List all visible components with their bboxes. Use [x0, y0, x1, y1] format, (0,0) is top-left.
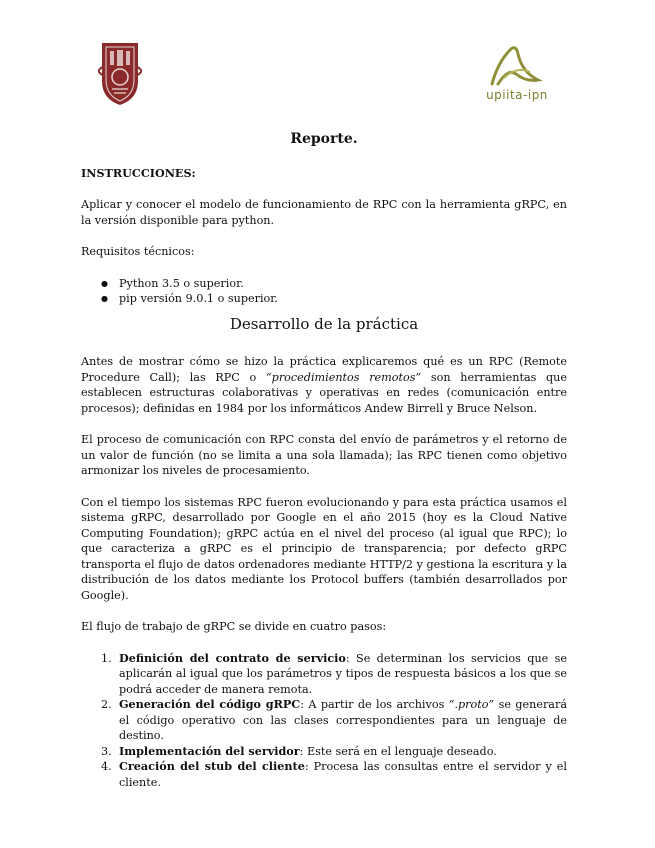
paragraph-rpc-intro	[81, 354, 567, 416]
step-text: : A partir de los archivos	[300, 698, 449, 711]
step-title: Implementación del servidor	[119, 743, 300, 758]
section-heading: Desarrollo de la práctica	[229, 314, 419, 333]
document-title: Reporte.	[290, 131, 358, 147]
workflow-steps-list	[81, 651, 567, 791]
paragraph-text: Antes de mostrar cómo se hizo la práctica explicaremos qué es un RPC (Remote Procedure Call); las RPC o	[81, 355, 567, 384]
requirements-list	[81, 276, 567, 307]
paragraph-text: son herramientas que establecen estructuras colaborativas y operativas en redes (comunicación entre procesos); definidas en 1984 por los informáticos Andew Birrell y Bruce Nelson.	[81, 370, 568, 415]
instructions-heading: INSTRUCCIONES:	[81, 165, 196, 180]
list-item	[119, 744, 567, 760]
upiita-logo-text: upiita-ipn	[486, 88, 548, 102]
italic-text: “.proto”	[448, 698, 495, 711]
step-title: Creación del stub del cliente	[119, 759, 305, 773]
step-text: : Este será en el lenguaje deseado.	[299, 744, 497, 758]
ipn-crest-icon	[98, 41, 142, 107]
step-text: se generará el código operativo con las clases correspondientes para un lenguaje de destino.	[119, 698, 567, 742]
list-item: ● Python 3.5 o superior.	[119, 276, 567, 292]
list-item	[119, 651, 567, 698]
step-title: Definición del contrato de servicio	[119, 650, 346, 665]
italic-text: “procedimientos remotos”	[265, 370, 422, 384]
step-title: Generación del código gRPC	[119, 697, 301, 711]
step-text: : Procesa las consultas entre el servidor y el cliente.	[119, 760, 567, 789]
paragraph-workflow-intro: El flujo de trabajo de gRPC se divide en cuatro pasos:	[81, 620, 387, 633]
instructions-text: Aplicar y conocer el modelo de funcionamiento de RPC con la herramienta gRPC, en la versión disponible para python.	[81, 198, 567, 227]
list-item	[119, 759, 567, 790]
paragraph-rpc-process: El proceso de comunicación con RPC consta del envío de parámetros y el retorno de un valor de función (no se limita a una sola llamada); las RPC tienen como objetivo armonizar los niveles de procesamiento.	[81, 433, 567, 477]
step-text: : Se determinan los servicios que se aplicarán al igual que los parámetros y tipos de respuesta básicos a los que se podrá acceder de manera remota.	[119, 651, 567, 696]
upiita-logo-icon	[468, 44, 566, 106]
paragraph-grpc: Con el tiempo los sistemas RPC fueron evolucionando y para esta práctica usamos el sistema gRPC, desarrollado por Google en el año 2015 (hoy es la Cloud Native Computing Foundation); gRPC actúa en el nivel del proceso (al igual que RPC); lo que caracteriza a gRPC es el principio de transparencia; por defecto gRPC transporta el flujo de datos ordenadores mediante HTTP/2 y gestiona la escritura y la distribución de los datos mediante los Protocol buffers (también desarrollados por Google).	[81, 495, 567, 602]
requirements-heading: Requisitos técnicos:	[81, 245, 195, 258]
document-body	[81, 132, 567, 790]
list-item: ● pip versión 9.0.1 o superior.	[119, 291, 567, 307]
list-item	[119, 697, 567, 744]
